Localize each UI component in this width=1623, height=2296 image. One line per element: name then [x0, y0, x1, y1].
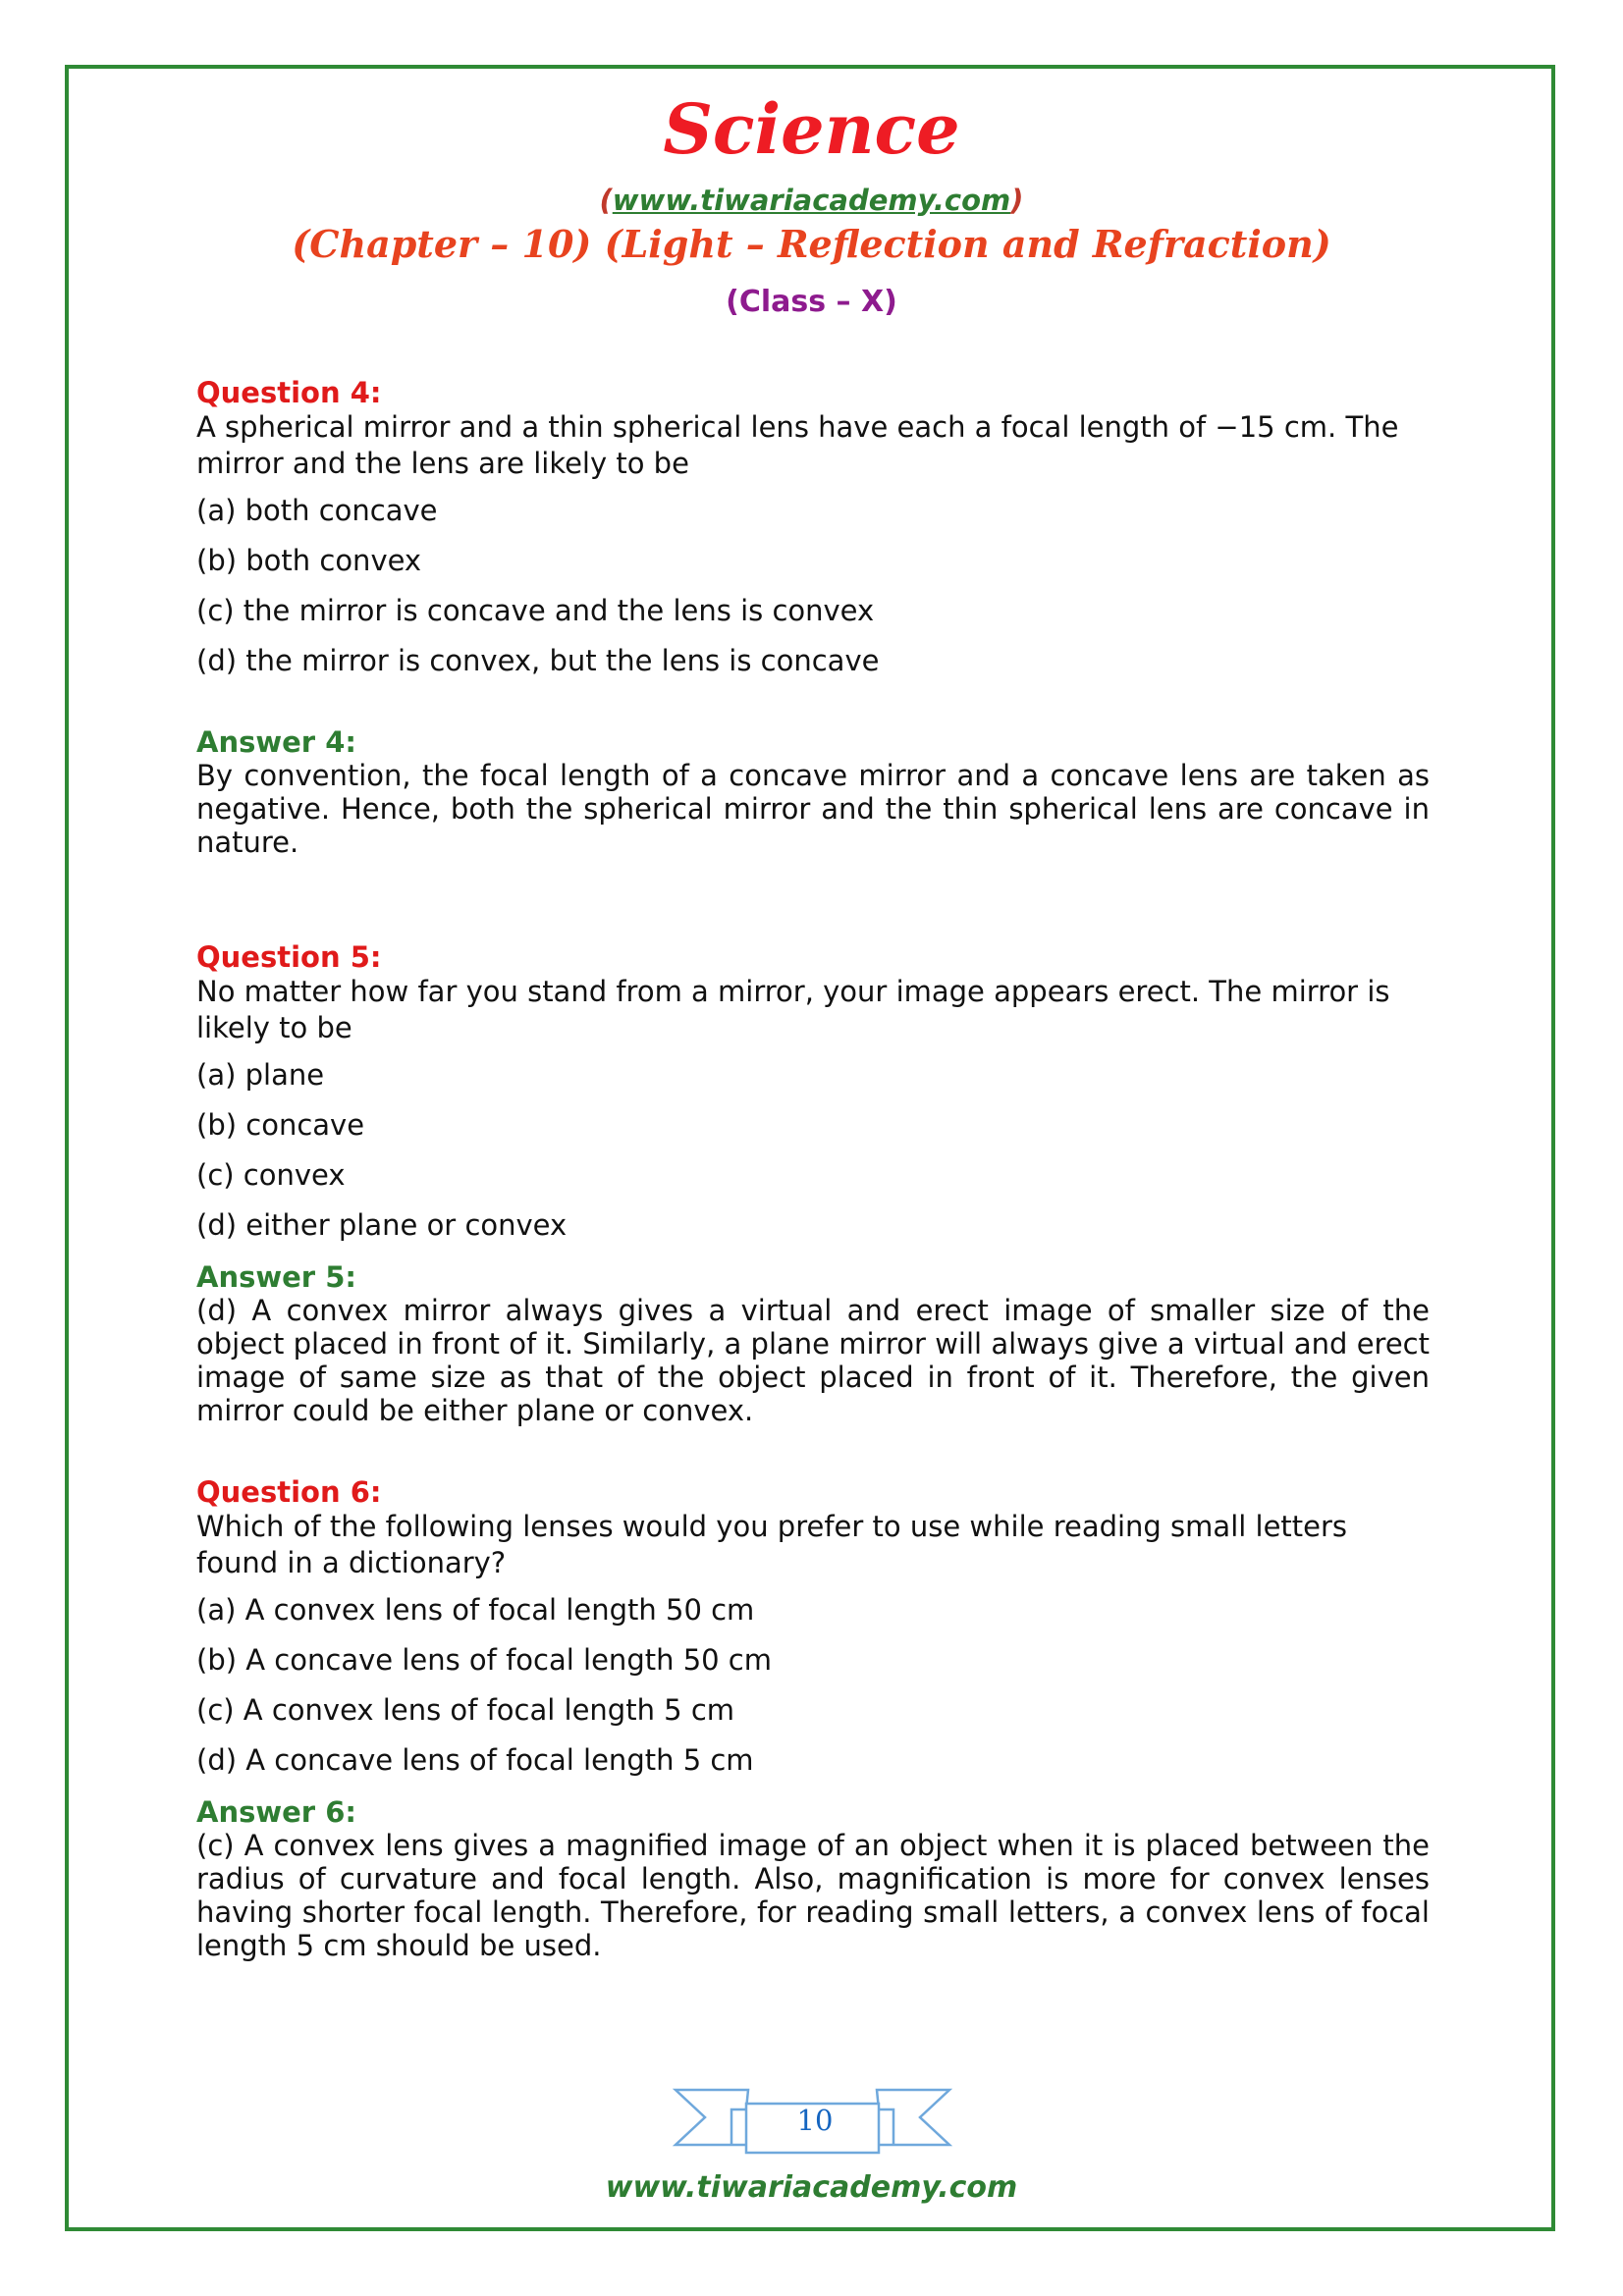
site-open-paren: ( [599, 184, 613, 217]
question-4-text: A spherical mirror and a thin spherical lens have each a focal length of −15 cm. The mirror and the lens are likely to be [196, 410, 1399, 480]
question-6-heading: Question 6: [196, 1475, 382, 1509]
answer-5-heading: Answer 5: [196, 1260, 356, 1294]
question-6-options [196, 1585, 1430, 1786]
header-site [0, 184, 1623, 217]
question-4-heading: Question 4: [196, 376, 382, 409]
answer-4-heading: Answer 4: [196, 725, 356, 759]
option-item: (d) either plane or convex [196, 1208, 568, 1242]
class-label: (Class – X) [726, 285, 897, 319]
question-4-options [196, 486, 1430, 686]
question-5-options [196, 1050, 1430, 1251]
page-title: Science [663, 88, 960, 170]
footer-url-link[interactable]: www.tiwariacademy.com [605, 2170, 1018, 2205]
question-4-block [196, 376, 1430, 686]
answer-5-block [196, 1260, 1430, 1427]
question-5-block [196, 940, 1430, 1251]
question-5-heading: Question 5: [196, 940, 382, 974]
answer-5-text: (d) A convex mirror always gives a virtual and erect image of smaller size of the object placed in front of it. Similarly, a plane mirror will always give a virtual and erect image of same size as that of the object placed in front of it. Therefore, the given mirror could be either plane or convex. [196, 1294, 1430, 1427]
question-5-text: No matter how far you stand from a mirror, your image appears erect. The mirror is likely to be [196, 975, 1390, 1044]
option-item: (d) the mirror is convex, but the lens is concave [196, 644, 880, 677]
option-item: (a) plane [196, 1058, 325, 1092]
option-item: (a) both concave [196, 494, 438, 527]
option-item: (b) concave [196, 1108, 365, 1142]
answer-6-block [196, 1795, 1430, 1962]
page-number: 10 [796, 2104, 834, 2137]
option-item: (b) A concave lens of focal length 50 cm [196, 1643, 773, 1677]
answer-4-text: By convention, the focal length of a concave mirror and a concave lens are taken as negative. Hence, both the spherical mirror and the thin spherical lens are concave in nature. [196, 759, 1430, 859]
header-site-link[interactable]: www.tiwariacademy.com [612, 184, 1011, 217]
site-close-paren: ) [1010, 184, 1024, 217]
answer-6-heading: Answer 6: [196, 1795, 356, 1829]
answer-6-text: (c) A convex lens gives a magnified image of an object when it is placed between the radius of curvature and focal length. Also, magnification is more for convex lenses having shorter focal length. Therefore, for reading small letters, a convex lens of focal length 5 cm should be used. [196, 1829, 1430, 1962]
option-item: (c) convex [196, 1158, 346, 1192]
answer-4-block [196, 725, 1430, 859]
chapter-title: (Chapter – 10) (Light – Reflection and Refraction) [292, 222, 1331, 266]
question-6-block [196, 1475, 1430, 1786]
option-item: (a) A convex lens of focal length 50 cm [196, 1593, 755, 1627]
option-item: (d) A concave lens of focal length 5 cm [196, 1743, 754, 1777]
question-6-text: Which of the following lenses would you prefer to use while reading small letters found in a dictionary? [196, 1510, 1348, 1579]
option-item: (b) both convex [196, 544, 422, 577]
option-item: (c) A convex lens of focal length 5 cm [196, 1693, 735, 1727]
option-item: (c) the mirror is concave and the lens is convex [196, 594, 875, 627]
